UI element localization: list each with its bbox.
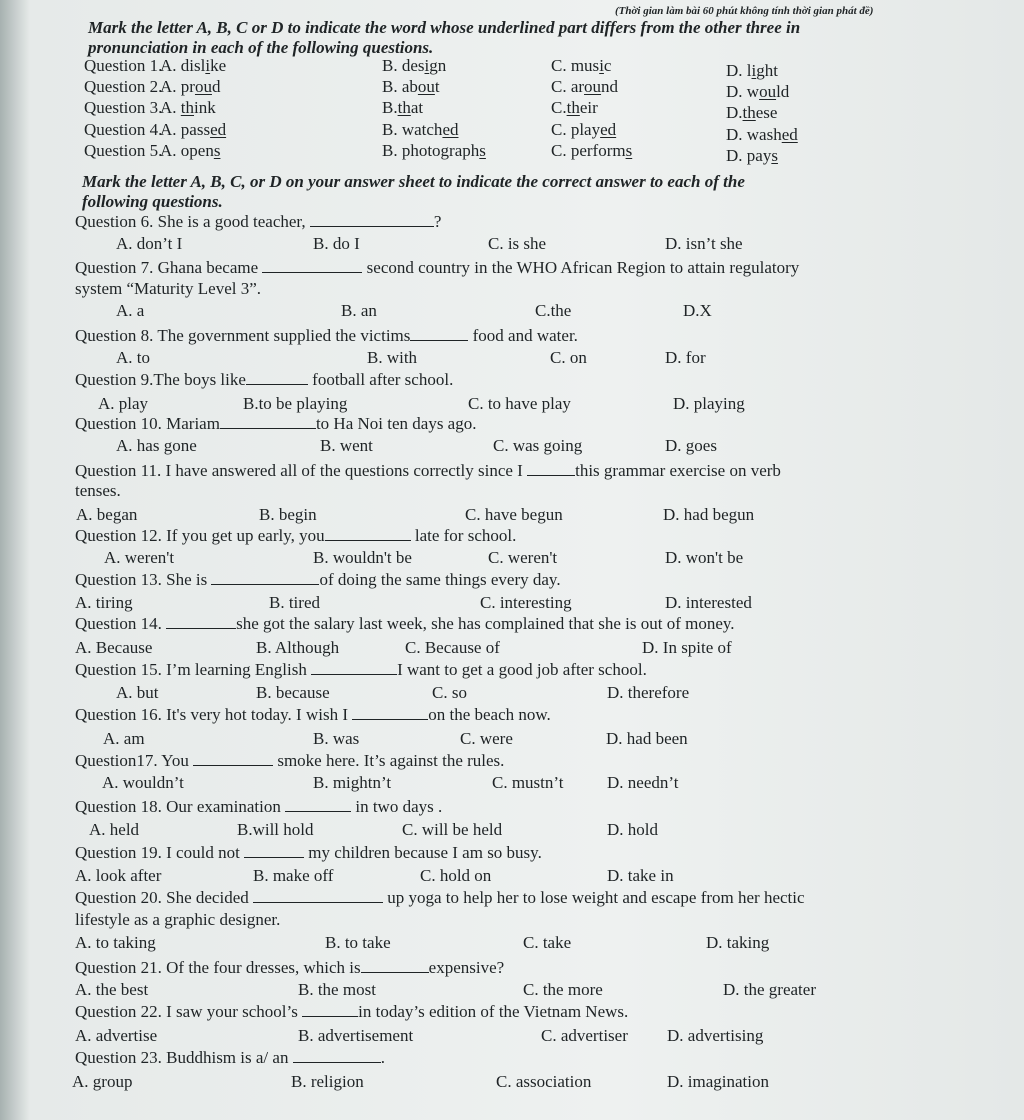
answer-option: B. went <box>320 436 373 455</box>
answer-option: A. Because <box>75 638 153 657</box>
answer-option: A. held <box>89 820 140 839</box>
question-stem <box>75 526 516 546</box>
question-stem-continued: system “Maturity Level 3”. <box>75 279 262 298</box>
underlined-part: th <box>180 98 195 117</box>
stem-text: Question 21. Of the four dresses, which is <box>75 958 361 977</box>
stem-text: on the beach now. <box>428 705 551 724</box>
answer-option <box>551 98 598 118</box>
stem-text: food and water. <box>468 326 578 345</box>
answer-option: B. mightn’t <box>313 773 392 792</box>
stem-text: in today’s edition of the Vietnam News. <box>358 1002 629 1021</box>
answer-option: B. an <box>341 301 377 320</box>
answer-option <box>160 56 226 76</box>
underlined-part: ou <box>759 82 777 101</box>
answer-option: D. playing <box>673 394 745 413</box>
underlined-part: s <box>479 141 486 160</box>
underlined-part: th <box>742 103 756 122</box>
option-text: C. ar <box>551 77 585 96</box>
answer-blank <box>166 614 236 629</box>
answer-option: B. religion <box>291 1072 364 1091</box>
answer-option: D. had been <box>606 729 688 748</box>
answer-option: A. a <box>116 301 145 320</box>
answer-option <box>160 120 226 140</box>
answer-option: A. am <box>103 729 145 748</box>
instruction-answer-line1: Mark the letter A, B, C, or D on your answer sheet to indicate the correct answer to each of the <box>82 172 745 191</box>
answer-option: C. interesting <box>480 593 572 612</box>
question-stem <box>75 414 476 434</box>
answer-blank <box>311 660 397 675</box>
answer-option: D. take in <box>607 866 674 885</box>
answer-option: D. isn’t she <box>665 234 743 253</box>
answer-option <box>726 82 789 102</box>
answer-blank <box>285 797 351 812</box>
stem-text: she got the salary last week, she has complained that she is out of money. <box>236 614 735 633</box>
answer-option: D. won't be <box>665 548 744 567</box>
answer-option: D. therefore <box>607 683 690 702</box>
question-stem <box>75 958 504 978</box>
answer-option: C. weren't <box>488 548 558 567</box>
stem-text: Question 23. Buddhism is a/ an <box>75 1048 293 1067</box>
underlined-part: ou <box>417 77 435 96</box>
stem-text: Question 11. I have answered all of the questions correctly since I <box>75 461 528 480</box>
stem-text: Question 12. If you get up early, you <box>75 526 325 545</box>
stem-text: up yoga to help her to lose weight and escape from her hectic <box>383 888 805 907</box>
underlined-part: s <box>625 141 633 160</box>
option-text: A. disl <box>160 56 206 75</box>
answer-blank <box>246 370 308 385</box>
answer-blank <box>220 414 316 429</box>
answer-option: C. to have play <box>468 394 571 413</box>
question-label: Question 5. <box>84 141 163 160</box>
question-stem <box>75 258 799 278</box>
stem-text: Question 18. Our examination <box>75 797 286 816</box>
answer-option: C. was going <box>493 436 583 455</box>
stem-text: Question 20. She decided <box>75 888 253 907</box>
question-stem <box>75 660 647 680</box>
option-text: D. l <box>726 61 752 80</box>
answer-option: B.to be playing <box>243 394 348 413</box>
answer-blank <box>410 326 468 341</box>
stem-text: football after school. <box>307 370 454 389</box>
answer-option: B. to take <box>325 933 391 952</box>
question-stem-continued: lifestyle as a graphic designer. <box>75 910 281 929</box>
answer-option: D. advertising <box>667 1026 764 1045</box>
answer-option: A. began <box>76 505 138 524</box>
answer-option <box>160 77 220 97</box>
answer-blank <box>302 1002 358 1017</box>
answer-option: A. the best <box>75 980 149 999</box>
answer-option: A. look after <box>75 866 162 885</box>
stem-text: Question 10. Mariam <box>75 414 220 433</box>
answer-blank <box>361 958 429 973</box>
answer-option: B. the most <box>298 980 376 999</box>
stem-text: Question 13. She is <box>75 570 212 589</box>
question-label: Question 4. <box>84 120 163 139</box>
answer-option <box>551 141 632 161</box>
option-text: B. photograph <box>382 141 480 160</box>
underlined-part: i <box>205 56 211 75</box>
option-text: A. pr <box>160 77 195 96</box>
answer-option: D. goes <box>665 436 717 455</box>
answer-option <box>726 146 778 166</box>
answer-option: C. so <box>432 683 467 702</box>
question-stem <box>75 797 442 817</box>
stem-text: this grammar exercise on verb <box>575 461 781 480</box>
stem-text: Question 6. She is a good teacher, <box>75 212 310 231</box>
stem-text: Question 7. Ghana became <box>75 258 263 277</box>
option-text: d <box>211 77 221 96</box>
question-stem <box>75 751 504 771</box>
underlined-part: ed <box>781 125 798 144</box>
question-stem <box>75 570 561 590</box>
answer-option: C. advertiser <box>541 1026 628 1045</box>
option-text: eir <box>579 98 598 117</box>
option-text: D. pay <box>726 146 772 165</box>
stem-text: . <box>380 1048 385 1067</box>
answer-option: C. hold on <box>420 866 492 885</box>
option-text: at <box>410 98 424 117</box>
underlined-part: th <box>566 98 580 117</box>
answer-option: C. mustn’t <box>492 773 564 792</box>
stem-text: expensive? <box>428 958 505 977</box>
question-stem-continued: tenses. <box>75 481 121 500</box>
stem-text: late for school. <box>410 526 517 545</box>
answer-option: D.X <box>683 301 712 320</box>
answer-option: B. Although <box>256 638 340 657</box>
underlined-part: ed <box>600 120 617 139</box>
answer-option: B. with <box>367 348 418 367</box>
question-stem <box>75 326 578 346</box>
option-text: C. mus <box>551 56 600 75</box>
question-stem <box>75 614 735 634</box>
answer-option: B. was <box>313 729 360 748</box>
answer-option <box>551 77 618 97</box>
answer-option: D. the greater <box>723 980 816 999</box>
answer-option: A. has gone <box>116 436 197 455</box>
underlined-part: i <box>424 56 430 75</box>
option-text: B. watch <box>382 120 443 139</box>
stem-text: of doing the same things every day. <box>319 570 561 589</box>
option-text: D. wash <box>726 125 782 144</box>
answer-blank <box>253 888 383 903</box>
instruction-pronunciation-line1: Mark the letter A, B, C or D to indicate the word whose underlined part differs from the other three in <box>88 18 801 37</box>
answer-option: B.will hold <box>237 820 314 839</box>
stem-text: Question17. You <box>75 751 194 770</box>
answer-option: B. do I <box>313 234 360 253</box>
underlined-part: ed <box>210 120 227 139</box>
answer-option: C. Because of <box>405 638 500 657</box>
answer-option: B. make off <box>253 866 334 885</box>
option-text: ese <box>755 103 778 122</box>
answer-option: B. wouldn't be <box>313 548 412 567</box>
answer-blank <box>527 461 575 476</box>
answer-option: A. weren't <box>104 548 175 567</box>
answer-option: A. group <box>72 1072 133 1091</box>
answer-option: D. hold <box>607 820 658 839</box>
stem-text: I want to get a good job after school. <box>397 660 647 679</box>
answer-option: A. tiring <box>75 593 133 612</box>
option-text: t <box>434 77 440 96</box>
question-label: Question 2. <box>84 77 163 96</box>
answer-option <box>726 125 798 145</box>
question-stem <box>75 461 781 481</box>
option-text: ke <box>210 56 227 75</box>
answer-option <box>160 98 216 118</box>
answer-option: D. In spite of <box>642 638 732 657</box>
answer-blank <box>352 705 428 720</box>
stem-text: Question 22. I saw your school’s <box>75 1002 303 1021</box>
answer-option <box>726 103 777 123</box>
option-text: ld <box>776 82 790 101</box>
option-text: A. <box>160 98 181 117</box>
answer-option <box>160 141 220 161</box>
answer-option <box>726 61 778 81</box>
underlined-part: ou <box>194 77 212 96</box>
answer-option: B. tired <box>269 593 320 612</box>
answer-option: C.the <box>535 301 572 320</box>
stem-text: to Ha Noi ten days ago. <box>315 414 477 433</box>
option-text: c <box>603 56 612 75</box>
question-stem <box>75 705 551 725</box>
instruction-pronunciation-line2: pronunciation in each of the following questions. <box>88 38 434 57</box>
question-stem <box>75 1048 385 1068</box>
answer-option <box>382 77 440 97</box>
question-stem <box>75 212 441 232</box>
answer-option: A. don’t I <box>116 234 183 253</box>
underlined-part: ou <box>584 77 602 96</box>
answer-option: C. the more <box>523 980 603 999</box>
question-stem <box>75 888 805 908</box>
stem-text: second country in the WHO African Region to attain regulatory <box>362 258 800 277</box>
underlined-part: i <box>751 61 757 80</box>
option-text: B. des <box>382 56 425 75</box>
answer-option: C. is she <box>488 234 547 253</box>
stem-text: Question 16. It's very hot today. I wish I <box>75 705 353 724</box>
option-text: ght <box>756 61 778 80</box>
answer-blank <box>262 258 362 273</box>
answer-option: D. taking <box>706 933 770 952</box>
answer-option: A. but <box>116 683 159 702</box>
answer-option <box>382 120 458 140</box>
answer-option <box>382 56 446 76</box>
stem-text: Question 15. I’m learning English <box>75 660 312 679</box>
answer-blank <box>325 526 411 541</box>
stem-text: Question 19. I could not <box>75 843 245 862</box>
answer-option: D. imagination <box>667 1072 769 1091</box>
answer-option <box>382 141 486 161</box>
answer-option <box>551 120 616 140</box>
option-text: C. play <box>551 120 601 139</box>
option-text: C. perform <box>551 141 626 160</box>
answer-option: C. were <box>460 729 513 748</box>
option-text: gn <box>429 56 447 75</box>
option-text: A. pass <box>160 120 211 139</box>
option-text: B. ab <box>382 77 418 96</box>
answer-option: C. on <box>550 348 587 367</box>
option-text: A. open <box>160 141 214 160</box>
underlined-part: s <box>213 141 221 160</box>
answer-option: D. had begun <box>663 505 755 524</box>
instruction-answer-line2: following questions. <box>82 192 223 211</box>
underlined-part: ed <box>442 120 459 139</box>
stem-text: my children because I am so busy. <box>304 843 542 862</box>
answer-option: A. to taking <box>75 933 156 952</box>
underlined-part: s <box>771 146 778 165</box>
stem-text: Question 9.The boys like <box>75 370 246 389</box>
answer-option: A. wouldn’t <box>102 773 184 792</box>
question-stem <box>75 843 542 863</box>
answer-option: C. association <box>496 1072 592 1091</box>
answer-option <box>551 56 611 76</box>
stem-text: Question 14. <box>75 614 167 633</box>
underlined-part: i <box>599 56 604 75</box>
answer-option: B. because <box>256 683 330 702</box>
answer-blank <box>244 843 304 858</box>
answer-option: C. have begun <box>465 505 563 524</box>
answer-blank <box>310 212 434 227</box>
question-label: Question 3. <box>84 98 163 117</box>
answer-option: B. begin <box>259 505 317 524</box>
underlined-part: th <box>397 98 411 117</box>
option-text: D. <box>726 103 743 122</box>
option-text: D. w <box>726 82 760 101</box>
answer-option: D. interested <box>665 593 752 612</box>
option-text: B. <box>382 98 398 117</box>
stem-text: smoke here. It’s against the rules. <box>273 751 505 770</box>
option-text: nd <box>601 77 619 96</box>
answer-option: C. will be held <box>402 820 503 839</box>
answer-blank <box>211 570 319 585</box>
option-text: ink <box>194 98 216 117</box>
answer-option: A. advertise <box>75 1026 158 1045</box>
answer-blank <box>293 1048 381 1063</box>
answer-option: D. needn’t <box>607 773 679 792</box>
answer-option: B. advertisement <box>298 1026 414 1045</box>
option-text: C. <box>551 98 567 117</box>
answer-option: A. to <box>116 348 150 367</box>
question-label: Question 1. <box>84 56 163 75</box>
time-note: (Thời gian làm bài 60 phút không tính thời gian phát đề) <box>615 5 874 17</box>
stem-text: Question 8. The government supplied the victims <box>75 326 411 345</box>
stem-text: in two days . <box>351 797 443 816</box>
question-stem <box>75 370 453 390</box>
answer-option: C. take <box>523 933 572 952</box>
answer-option: A. play <box>98 394 149 413</box>
answer-option <box>382 98 423 118</box>
answer-option: D. for <box>665 348 706 367</box>
answer-blank <box>193 751 273 766</box>
question-stem <box>75 1002 628 1022</box>
stem-text: ? <box>433 212 442 231</box>
